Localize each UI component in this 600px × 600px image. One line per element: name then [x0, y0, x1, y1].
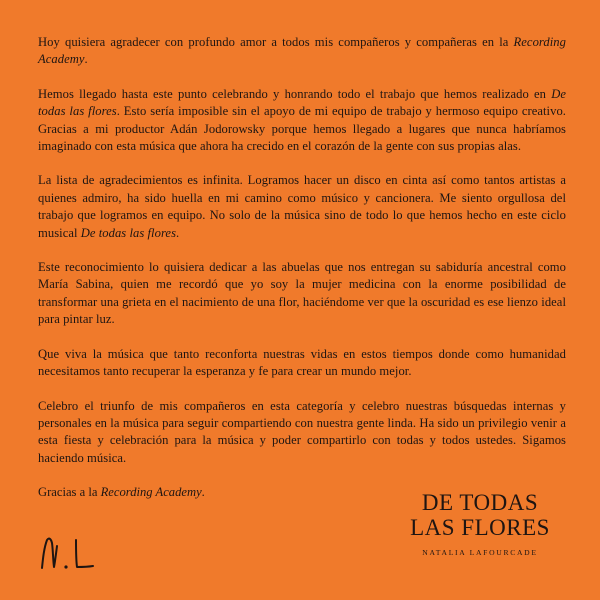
- album-name-italic: De todas las flores: [80, 225, 177, 240]
- paragraph-1-end: .: [84, 52, 88, 67]
- artist-name: NATALIA LAFOURCADE: [422, 548, 538, 557]
- paragraph-2: [38, 86, 566, 156]
- album-title-line-2: LAS FLORES: [410, 515, 550, 540]
- recording-academy-italic: Recording Academy: [100, 485, 202, 500]
- closing-text: Gracias a la: [38, 485, 101, 500]
- album-title-block: [390, 490, 570, 557]
- paragraph-3: [38, 172, 566, 242]
- paragraph-6: Celebro el triunfo de mis compañeros en esta categoría y celebro nuestras búsquedas internas y personales en la música para seguir compartiendo con nuestra gente linda. Ha sido un privilegio venir a esta fiesta y celebración para la música y poder compartirlo con todas y todos ustedes. Sigamos haciendo música.: [38, 398, 566, 465]
- album-title-line-1: DE TODAS: [421, 490, 539, 515]
- paragraph-2-text-end: . Esto sería imposible sin el apoyo de mi equipo de trabajo y hermoso equipo creativo. Gracias a mi productor Adán Jodorowsky porque hemos llegado a lugares que nunca habríamos imaginado con esta música que ahora ha crecido en el corazón de la gente con sus propias alas.: [38, 104, 567, 154]
- album-name-italic: De todas las flores: [38, 86, 566, 119]
- paragraph-1-text: Hoy quisiera agradecer con profundo amor a todos mis compañeros y compañeras en la: [38, 35, 514, 49]
- paragraph-4: Este reconocimiento lo quisiera dedicar a las abuelas que nos entregan su sabiduría ancestral como María Sabina, quien me recordó que yo soy la mujer medicina con la enorme posibilidad de transformar una grieta en el nacimiento de una flor, haciéndome ver que la oscuridad es ese lienzo ideal para pintar luz.: [38, 260, 566, 327]
- paragraph-3-end: .: [176, 225, 180, 240]
- paragraph-5: Que viva la música que tanto reconforta nuestras vidas en estos tiempos donde como humanidad necesitamos tanto recuperar la esperanza y fe para crear un mundo mejor.: [38, 346, 566, 379]
- recording-academy-italic: Recording Academy: [38, 35, 566, 67]
- handwritten-signature: [38, 534, 98, 574]
- paragraph-2-text-start: Hemos llegado hasta este punto celebrando y honrando todo el trabajo que hemos realizado en: [38, 86, 552, 101]
- paragraph-1: [38, 34, 566, 69]
- paragraph-3-text-start: La lista de agradecimientos es infinita. Logramos hacer un disco en cinta así como tantos artistas a quienes admiro, ha sido huella en mi camino como músico y cancionera. Me siento orgullosa del trabajo que logramos en equipo. No solo de la música sino de todo lo que hemos hecho en este ciclo musical: [38, 173, 566, 240]
- letter-body: [38, 34, 566, 502]
- closing-end: .: [201, 485, 205, 500]
